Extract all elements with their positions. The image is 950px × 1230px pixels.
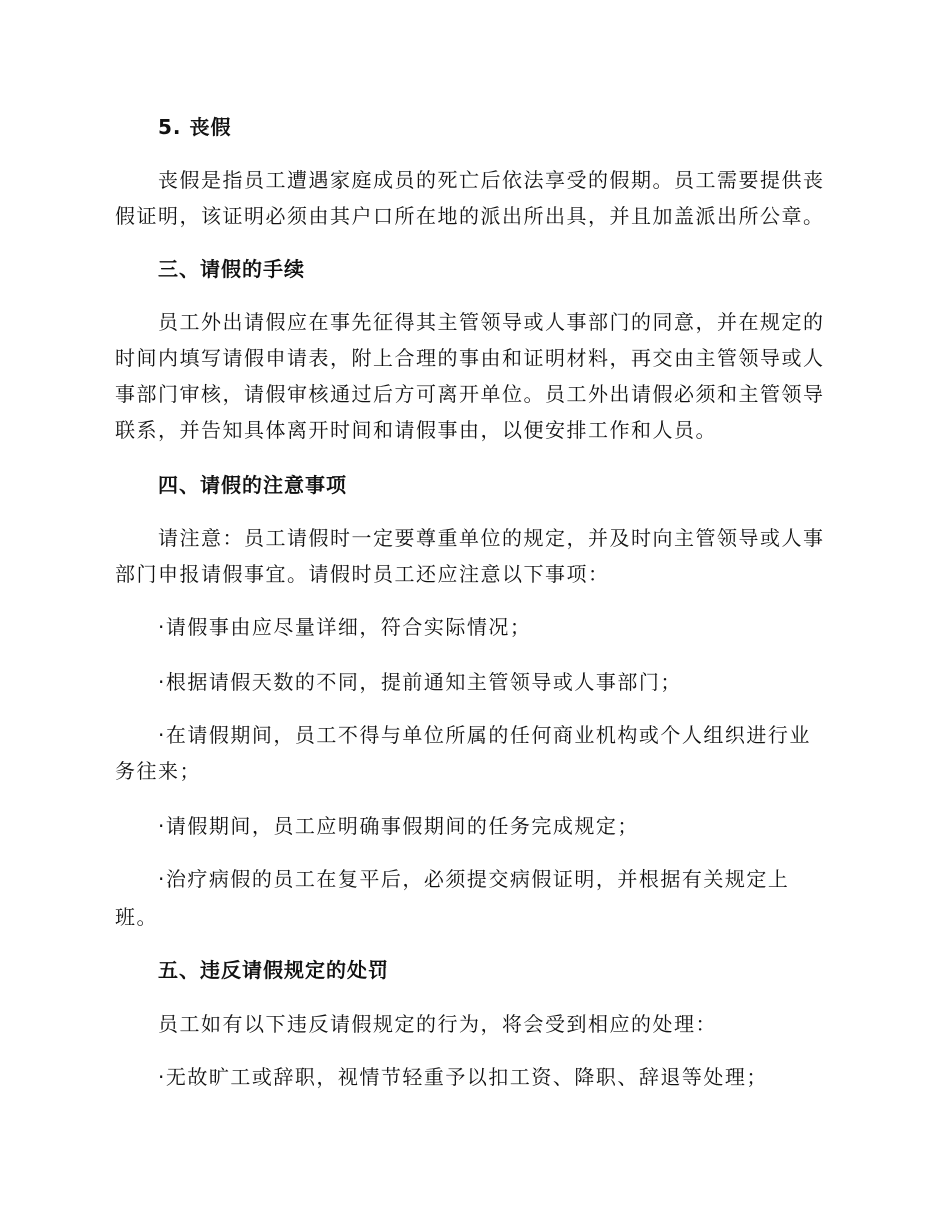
heading-leave-notes: 四、请假的注意事项 xyxy=(158,473,347,497)
paragraph-line: 请注意：员工请假时一定要尊重单位的规定，并及时向主管领导或人事 xyxy=(158,526,825,550)
list-item: ·无故旷工或辞职，视情节轻重予以扣工资、降职、辞退等处理； xyxy=(158,1065,768,1089)
heading-leave-procedure: 三、请假的手续 xyxy=(158,257,305,281)
list-item: ·请假期间，员工应明确事假期间的任务完成规定； xyxy=(158,814,639,838)
list-item: ·请假事由应尽量详细，符合实际情况； xyxy=(158,615,532,639)
list-item: ·治疗病假的员工在复平后，必须提交病假证明，并根据有关规定上 xyxy=(158,867,790,891)
list-item: ·根据请假天数的不同，提前通知主管领导或人事部门； xyxy=(158,670,682,694)
paragraph-line: 时间内填写请假申请表，附上合理的事由和证明材料，再交由主管领导或人 xyxy=(115,346,825,370)
list-item-continuation: 务往来； xyxy=(115,759,201,783)
paragraph-line: 丧假是指员工遭遇家庭成员的死亡后依法享受的假期。员工需要提供丧 xyxy=(158,168,825,192)
paragraph-line: 员工外出请假应在事先征得其主管领导或人事部门的同意，并在规定的 xyxy=(158,310,825,334)
paragraph-line: 事部门审核，请假审核通过后方可离开单位。员工外出请假必须和主管领导 xyxy=(115,382,825,406)
heading-funeral-leave: 5. 丧假 xyxy=(158,115,232,139)
paragraph-line: 假证明，该证明必须由其户口所在地的派出所出具，并且加盖派出所公章。 xyxy=(115,204,825,228)
paragraph-line: 员工如有以下违反请假规定的行为，将会受到相应的处理： xyxy=(158,1012,717,1036)
heading-violation-penalty: 五、违反请假规定的处罚 xyxy=(158,958,389,982)
list-item: ·在请假期间，员工不得与单位所属的任何商业机构或个人组织进行业 xyxy=(158,723,811,747)
paragraph-line: 部门申报请假事宜。请假时员工还应注意以下事项： xyxy=(115,562,610,586)
list-item-continuation: 班。 xyxy=(115,905,158,929)
paragraph-line: 联系，并告知具体离开时间和请假事由，以便安排工作和人员。 xyxy=(115,418,717,442)
